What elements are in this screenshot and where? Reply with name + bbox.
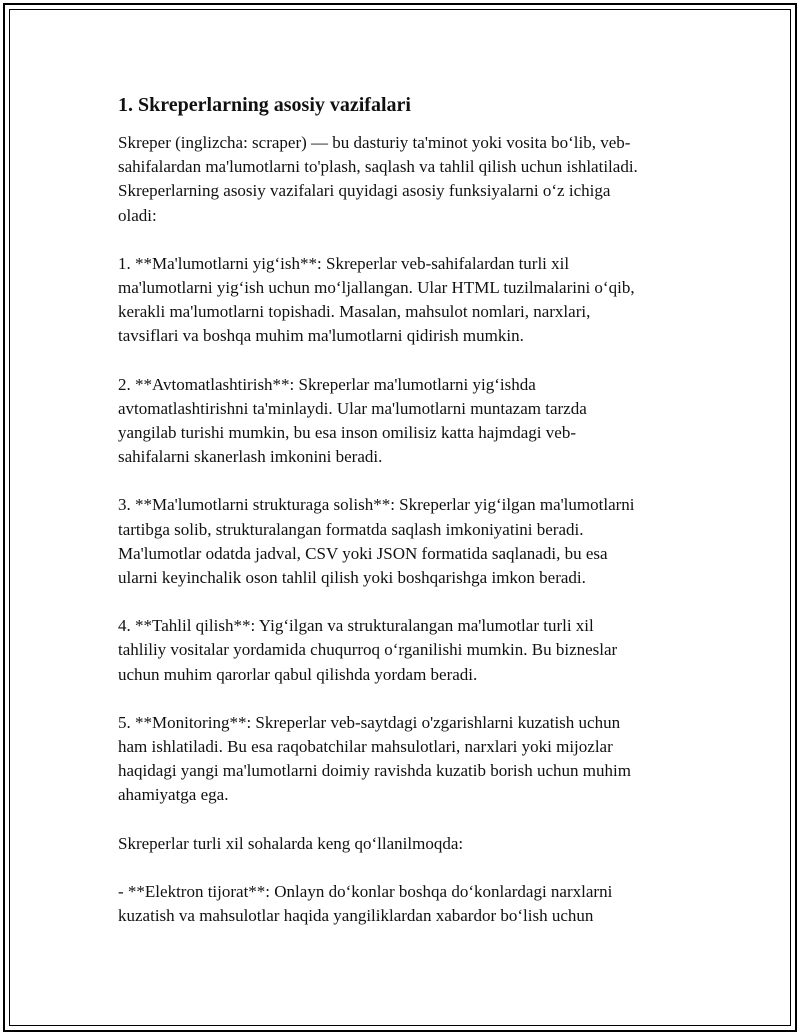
paragraph-monitoring: 5. **Monitoring**: Skreperlar veb-saytdagi o'zgarishlarni kuzatish uchun ham ishlatiladi. Bu esa raqobatchilar mahsulotlari, narxlari yoki mijozlar haqidagi yangi ma'lumotlarni doimiy ravishda kuzatib borish uchun muhim ahamiyatga ega. <box>118 712 631 805</box>
intro-paragraph: Skreper (inglizcha: scraper) — bu dasturiy ta'minot yoki vosita boʻlib, veb- sahifalardan ma'lumotlarni to'plash, saqlash va tahlil qilish uchun ishlatiladi. Skreperlarning asosiy vazifalari quyidagi asosiy funksiyalarni oʻz ichiga oladi: <box>118 133 638 225</box>
paragraph-automation: 2. **Avtomatlashtirish**: Skreperlar ma'lumotlarni yigʻishda avtomatlashtirishni ta'minlaydi. Ular ma'lumotlarni muntazam tarzda yangilab turishi mumkin, bu esa inson omilisiz katta hajmdagi veb- sahifalarni skanerlash imkonini beradi. <box>118 374 587 467</box>
paragraph-structuring: 3. **Ma'lumotlarni strukturaga solish**: Skreperlar yigʻilgan ma'lumotlarni tartibga solib, strukturalangan formatda saqlash imkoniyatini beradi. Ma'lumotlar odatda jadval, CSV yoki JSON formatida saqlanadi, bu esa ularni keyinchalik oson tahlil qilish yoki boshqarishga imkon beradi. <box>118 495 635 588</box>
paragraph-ecommerce: - **Elektron tijorat**: Onlayn doʻkonlar boshqa doʻkonlardagi narxlarni kuzatish va mahsulotlar haqida yangiliklardan xabardor boʻlish uchun <box>118 881 613 926</box>
document-body <box>118 90 693 952</box>
paragraph-applications-intro: Skreperlar turli xil sohalarda keng qoʻllanilmoqda: <box>118 833 464 853</box>
paragraph-data-collection: 1. **Ma'lumotlarni yigʻish**: Skreperlar veb-sahifalardan turli xil ma'lumotlarni yigʻish uchun moʻljallangan. Ular HTML tuzilmalarini oʻqib, kerakli ma'lumotlarni topishadi. Masalan, mahsulot nomlari, narxlari, tavsiflari va boshqa muhim ma'lumotlarni qidirish mumkin. <box>118 253 635 346</box>
paragraph-analysis: 4. **Tahlil qilish**: Yigʻilgan va strukturalangan ma'lumotlar turli xil tahliliy vositalar yordamida chuqurroq oʻrganilishi mumkin. Bu bizneslar uchun muhim qarorlar qabul qilishda yordam beradi. <box>118 616 618 684</box>
section-heading: 1. Skreperlarning asosiy vazifalari <box>118 94 411 116</box>
